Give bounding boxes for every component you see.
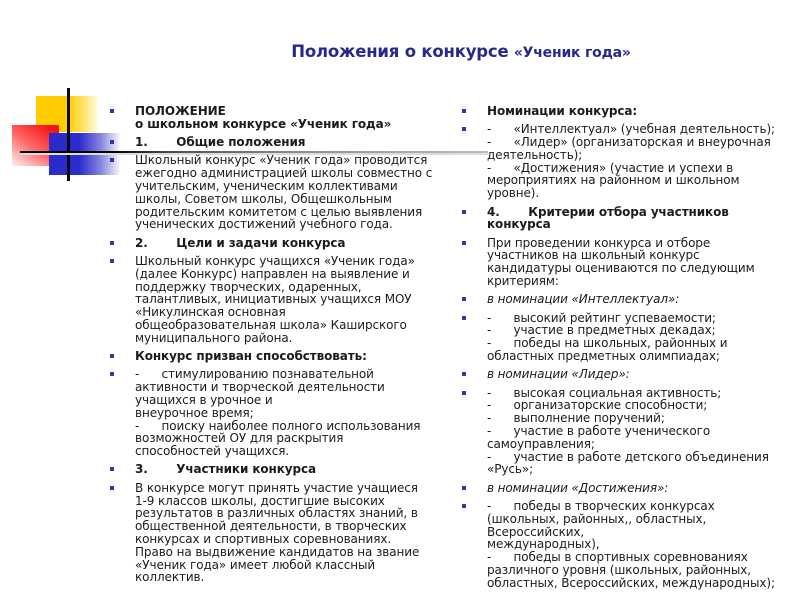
bullet-square-icon [110,259,114,263]
list-item-text: Номинации конкурса: [487,104,638,118]
list-item-text: При проведении конкурса и отборе участников на школьный конкурс кандидатуры оцениваются по следующим критериям: [487,235,755,289]
list-item [100,136,450,149]
left-text-column [100,105,450,590]
list-item-text: в номинации «Лидер»: [487,367,630,382]
list-item-text: - стимулированию познавательной активности и творческой деятельности учащихся в урочное и внеурочное время; - поиску наиболее полного использования возможностей ОУ для раскрытия способностей учащихся. [135,367,421,459]
list-item-text: - победы в творческих конкурсах (школьных, районных,, областных, Всероссийских, международных), - победы в спортивных соревнованиях различного уровня (школьных, районных, областных, Всероссийских, международных); [487,499,775,590]
list-item [452,206,798,232]
list-item [452,500,798,590]
list-item-text: - высокая социальная активность; - организаторские способности; - выполнение поручений; - участие в работе ученического самоуправления; - участие в работе детского объединения «Русь»; [487,385,769,477]
bullet-square-icon [110,372,114,376]
list-item-text: Конкурс призван способствовать: [135,349,367,364]
list-item-text: ПОЛОЖЕНИЕ о школьном конкурсе «Ученик года» [135,104,392,131]
right-text-column [452,105,798,595]
list-item [452,387,798,477]
bullet-square-icon [462,127,466,131]
slide-title-main: Положения о конкурсе [291,42,509,61]
bullet-square-icon [110,140,114,144]
list-item [100,105,450,131]
bullet-square-icon [462,391,466,395]
list-item [452,482,798,495]
bullet-square-icon [110,354,114,358]
bullet-square-icon [462,241,466,245]
list-item [100,255,450,345]
list-item [100,350,450,363]
list-item [452,312,798,363]
bullet-square-icon [462,316,466,320]
list-item [452,368,798,381]
list-item-text: в номинации «Интеллектуал»: [487,292,680,307]
slide-title-subtitle: «Ученик года» [513,45,631,61]
bullet-square-icon [462,210,466,214]
vertical-cross-line [67,88,70,181]
list-item [452,293,798,306]
bullet-square-icon [110,158,114,162]
list-item-text: В конкурсе могут принять участие учащиеся 1-9 классов школы, достигшие высоких результатов в различных областях знаний, в общественной деятельности, в творческих конкурсах и спортивных соревнованиях. Право на выдвижение кандидатов на звание «Ученик года» имеет любой классный коллектив. [135,480,420,585]
list-item [100,237,450,250]
bullet-square-icon [462,486,466,490]
bullet-square-icon [110,109,114,113]
list-item [100,463,450,476]
list-item [100,368,450,458]
bullet-square-icon [462,372,466,376]
bullet-square-icon [110,241,114,245]
bullet-square-icon [110,486,114,490]
list-item-text: 1. Общие положения [135,135,306,150]
bullet-square-icon [462,109,466,113]
list-item-text: 2. Цели и задачи конкурса [135,235,346,250]
list-item-text: Школьный конкурс учащихся «Ученик года» (далее Конкурс) направлен на выявление и поддержку творческих, одаренных, талантливых, инициативных учащихся МОУ «Никулинская основная общеобразовательная школа» Каширского муниципального района. [135,253,415,345]
list-item [100,154,450,231]
list-item-text: - высокий рейтинг успеваемости; - участие в предметных декадах; - победы на школьных, районных и областных предметных олимпиадах; [487,310,728,364]
list-item [452,237,798,288]
bullet-square-icon [110,467,114,471]
list-item-text: Школьный конкурс «Ученик года» проводится ежегодно администрацией школы совместно с учительским, ученическим коллективами школы, Советом школы, Общешкольным родительским комитетом с целью выявления ученических достижений учебного года. [135,153,433,232]
list-item [100,482,450,584]
list-item [452,105,798,118]
slide-title [130,42,792,61]
list-item [452,123,798,200]
bullet-square-icon [462,297,466,301]
list-item-text: - «Интеллектуал» (учебная деятельность); - «Лидер» (организаторская и внеурочная деятельность); - «Достижения» (участие и успехи в мероприятиях на районном и школьном уровне). [487,122,775,201]
bullet-square-icon [462,504,466,508]
list-item-text: в номинации «Достижения»: [487,480,669,495]
list-item-text: 4. Критерии отбора участников конкурса [487,204,729,232]
list-item-text: 3. Участники конкурса [135,462,316,477]
